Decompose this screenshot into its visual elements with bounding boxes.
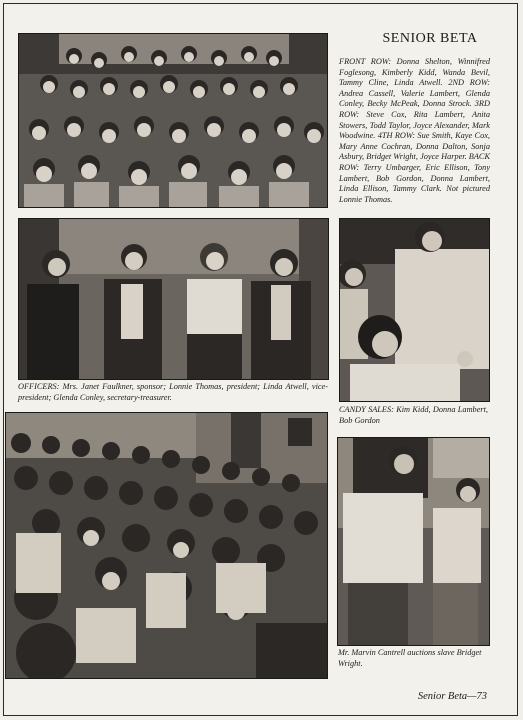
page-footer: Senior Beta—73 [417, 691, 487, 702]
officers-caption: OFFICERS: Mrs. Janet Faulkner, sponsor; Lonnie Thomas, president; Linda Atwell, vice-president; Glenda Conley, secretary-treasurer. [18, 382, 328, 402]
candy-sales-photo [339, 218, 490, 402]
section-title: SENIOR BETA [382, 31, 478, 46]
candy-sales-caption: CANDY SALES: Kim Kidd, Donna Lambert, Bob Gordon [339, 405, 488, 425]
group-photo [18, 33, 328, 208]
auction-photo [337, 437, 490, 646]
crowd-photo [5, 412, 328, 679]
officers-photo [18, 218, 329, 380]
roster-caption: FRONT ROW: Donna Shelton, Winnifred Foglesong, Kimberly Kidd, Wanda Bevil, Tammy Cline, Linda Atwell. 2ND ROW: Andrea Cassell, Valerie Lambert, Glenda Conley, Becky McPeak, Donna Strock. 3RD ROW: Steve Cox, Rita Lambert, Anita Stowers, Todd Taylor, Joyce Alexander, Mark Woodwine. 4TH ROW: Sue Smith, Kaye Cox, Mary Anne Cochran, Donna Dalton, Sonja Asbury, Bridget Wright, Joyce Harper. BACK ROW: Terry Umbarger, Eric Ellison, Tony Lambert, Bob Gordon, Donna Lambert, Linda Ellison, Tammy Clark. Not pictured Lonnie Thomas. [339, 57, 490, 204]
auction-caption: Mr. Marvin Cantrell auctions slave Bridget Wright. [338, 648, 482, 668]
